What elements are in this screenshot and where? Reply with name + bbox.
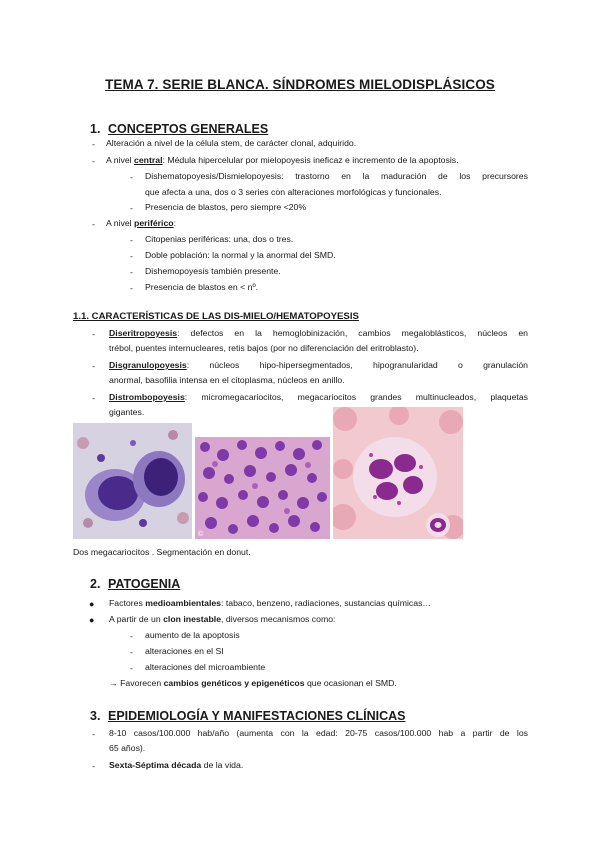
s3-line-1b: 65 años). [109, 743, 146, 753]
s1-line-8: Dishemopoyesis también presente. [145, 266, 281, 276]
bone-marrow-smear-image [195, 437, 330, 539]
s2-mechanism-2: alteraciones en el SI [145, 646, 224, 656]
s2-arrow-line: → Favorecen cambios genéticos y epigenéticos que ocasionan el SMD. [109, 678, 397, 688]
dash-marker: - [92, 139, 95, 149]
s11-b-line-1: Disgranulopoyesis: núcleos hipo-hipersegmentados, hipogranularidad o granulación [109, 360, 528, 370]
dash-marker: - [130, 283, 133, 293]
section-3-heading: 3. EPIDEMIOLOGÍA Y MANIFESTACIONES CLÍNICAS [90, 709, 406, 723]
s1-line-3b: que afecta a una, dos o 3 series con alteraciones morfológicas y funcionales. [145, 187, 442, 197]
section-1-heading: 1. CONCEPTOS GENERALES [90, 122, 269, 136]
document-title: TEMA 7. SERIE BLANCA. SÍNDROMES MIELODISPLÁSICOS [105, 77, 495, 92]
dash-marker: - [130, 663, 133, 673]
s1-line-9: Presencia de blastos en < nº. [145, 282, 259, 292]
dash-marker: - [130, 235, 133, 245]
s3-line-1a: 8-10 casos/100.000 hab/año (aumenta con la edad: 20-75 casos/100.000 hab a partir de los [109, 728, 528, 738]
dash-marker: - [92, 329, 95, 339]
dash-marker: - [92, 361, 95, 371]
s1-line-1: Alteración a nivel de la célula stem, de carácter clonal, adquirido. [106, 138, 357, 148]
dash-marker: - [92, 761, 95, 771]
dash-marker: - [130, 251, 133, 261]
section-2-heading: 2. PATOGENIA [90, 577, 181, 591]
s2-bullet-1: Factores medioambientales: tabaco, benzeno, radiaciones, sustancias químicas… [109, 598, 432, 608]
section-1-1-heading: 1.1. CARACTERÍSTICAS DE LAS DIS-MIELO/HEMATOPOYESIS [73, 311, 359, 322]
dash-marker: - [130, 631, 133, 641]
s1-line-7: Doble población: la normal y la anormal del SMD. [145, 250, 336, 260]
s11-c-line-2: gigantes. [109, 407, 145, 417]
svg-text:©: © [198, 531, 204, 538]
s1-line-3a: Dishematopoyesis/Dismielopoyesis: trastorno en la maduración de los precursores [145, 171, 528, 181]
dash-marker: - [130, 203, 133, 213]
megakaryocytes-image [73, 423, 192, 539]
s1-line-2: A nivel central: Médula hipercelular por mielopoyesis ineficaz e incremento de la apoptosis. [106, 155, 459, 165]
s2-mechanism-1: aumento de la apoptosis [145, 630, 240, 640]
s2-mechanism-3: alteraciones del microambiente [145, 662, 266, 672]
s1-line-4: Presencia de blastos, pero siempre <20% [145, 202, 307, 212]
dash-marker: - [130, 172, 133, 182]
bullet-marker: ● [89, 615, 95, 625]
dash-marker: - [92, 156, 95, 166]
s11-c-line-1: Distrombopoyesis: micromegacariocitos, megacariocitos grandes multinucleados, plaquetas [109, 392, 528, 402]
dash-marker: - [92, 729, 95, 739]
donut-nucleus-cell-image [333, 407, 463, 539]
image-caption: Dos megacariocitos . Segmentación en donut. [73, 547, 251, 557]
s2-bullet-2: A partir de un clon inestable, diversos mecanismos como: [109, 614, 336, 624]
s11-a-line-2: trébol, puentes internucleares, retis bajos (por no diferenciación del eritroblasto). [109, 343, 419, 353]
s11-b-line-2: anormal, basofilia intensa en el citoplasma, núcleos en anillo. [109, 375, 345, 385]
s3-line-2: Sexta-Séptima década de la vida. [109, 760, 244, 770]
bullet-marker: ● [89, 599, 95, 609]
dash-marker: - [92, 393, 95, 403]
dash-marker: - [130, 267, 133, 277]
dash-marker: - [92, 219, 95, 229]
s11-a-line-1: Diseritropoyesis: defectos en la hemoglobinización, cambios megaloblásticos, núcleos en [109, 328, 528, 338]
s1-line-6: Citopenias periféricas: una, dos o tres. [145, 234, 294, 244]
dash-marker: - [130, 647, 133, 657]
s1-line-5: A nivel periférico: [106, 218, 177, 228]
